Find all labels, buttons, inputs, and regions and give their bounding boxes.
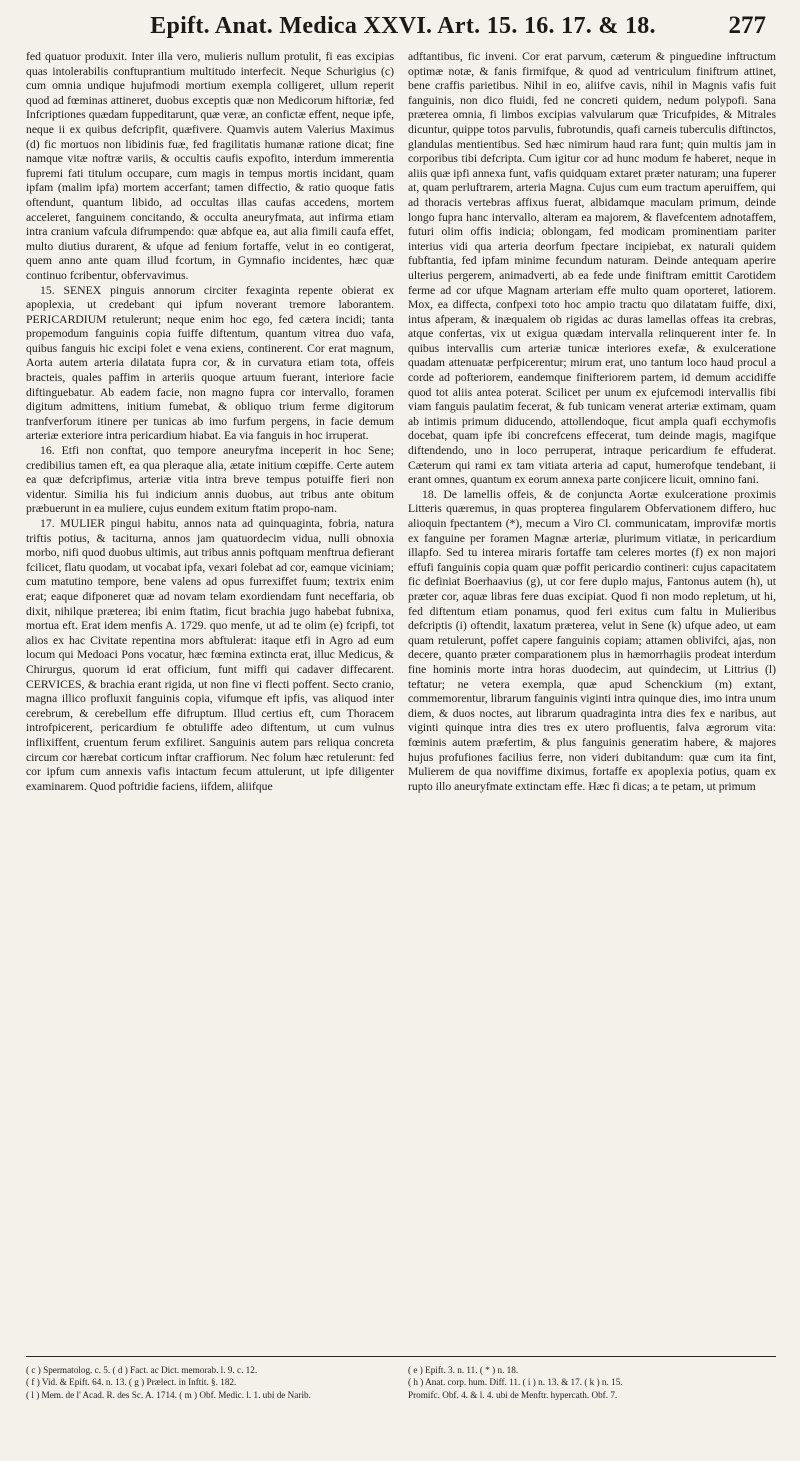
footnote-line: ( e ) Epift. 3. n. 11. ( * ) n. 18. [408,1365,519,1375]
running-header [40,6,766,46]
footnotes-left [26,1364,394,1434]
paragraph: 16. Etfi non conftat, quo tempore aneuryfma inceperit in hoc Sene; credibilius tamen eft, ea qua pleraque alia, ætate initium cœpiffe. Certe autem ea quæ defcripfimus, arteriæ vitia intra breve tempus potuiffe fieri non videntur. Similia his fui indicium annis duobus, aut tribus ante obitum præbuerunt in ea muliere, cujus eundem exitum ftatim propo-nam. [26,444,394,516]
paragraph: adftantibus, fic inveni. Cor erat parvum, cæterum & pinguedine inftructum optimæ notæ, & fanis firmifque, & quod ad ventriculum finiftrum attinet, bene craffis parietibus. Nihil in eo, aliifve cavis, nihil in Magnis vafis fuit fanguinis, non dico fluidi, fed ne concreti quidem, nedum polypofi. Sana præterea omnia, fi limbos excipias valvularum quæ Tricufpides, & Mitrales dicuntur, quippe totos parvulis, fubrotundis, quafi carneis tuberculis diftinctos, glandulas mentientibus. Sed hæc nimirum haud rara funt; quin multis jam in corporibus tibi defcripta. Cum igitur cor ad hunc modum fe haberet, neque in aliis quæ ipfi annexa funt, vafis quidquam extaret præter naturam; una fuperer at, quam perluftrarem, arteria Magna. Cujus cum eum tractum aperuiffem, qui ad thoracis vertebras affixus fuerat, albidamque maculam primum, deinde longo fupra hanc intervallo, alteram ea majorem, & flavefcentem adnotaffem, futuri olim offis indicia; oblongam, fed modicam prominentiam pariter interius vidi qua arteria deorfum fpectare incipiebat, ex naturali quidem fubftantia, fed ipfam minime fecundum naturam. Deinde antequam aperire ulterius pergerem, animadverti, ab ea fede unde finiftram emittit Carotidem ferme ad cor ufque Magnam arteriam effe multo quam oporteret, latiorem. Mox, ea diffecta, confpexi toto hoc ampio tractu quo dilatatam fuiffe, dixi, intus afperam, & inæqualem ob rigidas ac duras lamellas offeas ita crebras, atque confertas, vix ut exigua quædam intervalla relinquerent inter fe. In quibus intervallis cum arteriæ tunicæ interiores exefæ, & exulceratione quadam attenuatæ perfpicerentur; mirum erat, uno tantum loco haud procul a corde ad pofteriorem, eandemque finifteriorem partem, id demum accidiffe quod tot aliis antea poterat. Scilicet per unum ex ejufcemodi intervallis fibi viam fanguis paulatim fecerat, & fub tunicam venerat arteriæ extimam, quam ab intimis primum diducendo, attollendoque, ficut ampla quafi ecchymofis docebat, quam ipfe ibi concrefcens effecerat, tum deinde magis, magifque diftendendo, uno in loco perruperat, intraque pericardium fe effuderat. Cæterum qui rami ex tam vitiata arteria ad caput, humerofque tendebant, ii erant omnes, quantum ex eorum annexa parte conjicere licuit, omnino fani. [408,50,776,487]
paragraph: 18. De lamellis offeis, & de conjuncta Aortæ exulceratione proximis Litteris quæremus, in quas propterea fingularem Obfervationem differo, huc alioquin fpectantem (*), mecum a Viro Cl. communicatam, improvifæ mortis ex fanguine per foramen Magnæ arteriæ, plurimum vitiatæ, in pericardium illapfo. Sed tu interea miraris fortaffe tam celeres mortes (f) ex non majori effufi fanguinis copia quam quæ poffit pericardio contineri: cujus capacitatem fic definiat Boerhaavius (g), ut cor fere duplo majus, Fantonus autem (h), ut præter cor, aquæ libras fere duas excipiat. Quod fi non modo repletum, ut hi, fed diftentum etiam ponamus, quod feri exitus cum faltu in Mulieribus defcriptis (i) oftendit, laxatum præterea, velut in Sene (k) ufque adeo, ut eam quam retulerunt, poffet capere fanguinis copiam; attamen oblivifci, ajas, non decere, quanto præter comparationem plus in hæmorrhagiis prodeat interdum fine hominis morte intra horas duodecim, aut quindecim, ut Littrius (l) teftatur; ne vetera exempla, quæ apud Schenckium (m) extant, commemorentur, librarum fanguinis viginti intra quinque dies, imo intra unum diem, & duos noctes, aut librarum quadraginta intra dies fex e naribus, aut viginti quinque intra dies tres ex utero profluentis, falva ægrorum vita: fœminis autem præfertim, & plus fanguinis generatim habere, & majores hujus profufiones facilius ferre, non videri dubitandum: quæ cum ita fint, Mulierem de qua noviffime diximus, fortaffe ex apoplexia potius, quam ex rupto illo aneuryfmate extinctam effe. Hæc fi dicas; a te petam, ut primum [408,487,776,793]
footnote-line: ( c ) Spermatolog. c. 5. ( d ) Fact. ac Dict. memorab. l. 9. c. 12. [26,1365,258,1375]
footnote-line: Promifc. Obf. 4. & l. 4. ubi de Menftr. hypercath. Obf. 7. [408,1389,618,1400]
footnotes [26,1364,776,1434]
left-column [26,50,394,1350]
footnote-line: ( h ) Anat. corp. hum. Diff. 11. ( i ) n. 13. & 17. ( k ) n. 15. [408,1377,623,1388]
text-columns [26,50,776,1350]
right-column [408,50,776,1350]
paragraph: 15. SENEX pinguis annorum circiter fexaginta repente obierat ex apoplexia, ut credebant qui ipfum noverant tremore laborantem. PERICARDIUM retulerunt; neque enim hoc ego, fed cætera incidi; tanta propemodum fanguinis copia fuiffe diftentum, quantum vitrea duo vafa, quibus fanguis hic excipi folet e vena exiens, continerent. Cor erat magnum, Aorta autem arteria dilatata fupra cor, & in curvatura etiam tota, offeis bracteis, quales paffim in arteriis quoque artuum fuerant, interiore facie diftinguebatur. Ab eadem facie, non magno fupra cor intervallo, foramen digitum admittens, initium fumebat, & obliquo trium ferme digitorum tranfverforum itinere per tunicas ab imo furfum pergens, in facie demum arteriæ exteriore intra pericardium hiabat. Ea via fanguis in hoc irruperat. [26,283,394,443]
footnote-line: ( l ) Mem. de l' Acad. R. des Sc. A. 1714. ( m ) Obf. Medic. l. 1. ubi de Narib. [26,1389,311,1400]
page-number: 277 [728,12,766,39]
paragraph: 17. MULIER pingui habitu, annos nata ad quinquaginta, fobria, natura triftis potius, & taciturna, annos jam quatuordecim vidua, nulli obnoxia morbo, nifi quod duobus ultimis, aut tribus annis poftquam menftrua defierant fcilicet, flatu quodam, ut vocabat ipfa, vexari folebat ad cor, eamque viciniam; cum matutino tempore, bene valens ad opus furrexiffet fuum; textrix enim erat; eaque difponeret quæ ad novam telam exordiendam funt neceffaria, ob dixit, nihilque præterea; ibi enim ftatim, ficut brachia jugo habebat fubnixa, mortua eft. Erat idem menfis A. 1729. quo menfe, ut ad te olim (e) fcripfi, tot alios ex hac Civitate repentina mors abftulerat: itaque etfi in Agro ad eum locum qui Medoaci Pons vocatur, hæc fœmina extincta erat, illuc Medicus, & Chirurgus, quorum id erat officium, funt miffi qui cadaver diffecarent. CERVICES, & brachia erant rigida, ut non fine vi flecti poffent. Secto cranio, magna illico profluxit fanguinis copia, vifumque eft ipfis, vas aliquod inter cerebrum, & cerebellum effe difruptum. Illud certius eft, cum Thoracem introfpicerent, pericardium fe obtuliffe adeo diftentum, ut cum vulnus inflixiffent, cruentum ferum exfiliret. Sanguinis autem pars reliqua concreta circum cor hærebat corticum inftar craffiorum. Nec folum hæc retulerunt: fed cor ipfum cum annexis vafis intactum fecum attulerunt, ut ipfe diligenter examinarem. Quod poftridie faciens, iifdem, aliifque [26,517,394,793]
running-title: Epift. Anat. Medica XXVI. Art. 15. 16. 17. & 18. [150,12,656,39]
paragraph: fed quatuor produxit. Inter illa vero, mulieris nullum protulit, fi eas excipias quas intolerabilis conftuprantium multitudo interfecit. Neque Schurigius (c) cum omnia undique hujufmodi mortium exempla colligeret, ullum reperit quod ad fœminas attineret, duobus exceptis quæ non Medicorum hiftoriæ, fed Infcriptiones quædam fuppeditarunt, quæ veræ, an confictæ effent, neque ipfe, neque ii ex quibus defcripfit, quæfivere. Quamvis autem Valerius Maximus (d) fic mortuos non libidinis fuæ, fed fragilitatis humanæ ratione dicat; fine namque vitæ noftræ variis, & occultis caufis expofito, interdum immerentia fupremi fati titulum occupare, cum magis in tempus mortis incidant, quam ipfam (malim ipfa) mortem accerfant; tamen diffectio, & ratio quoque fatis oftendunt, quantum libido, ad occultas illas caufas accedens, mortem acceleret, fanguinem concitando, & occulta aneuryfmata, aut infirma etiam intra cranium vafcula difrumpendo: quæ abfque ea, aut alia fimili caufa effet, multo diutius durarent, & ufque ad fenium fortaffe, velut in eo contigerat, quem anno ante quam illud fcortum, in Gymnafio incidentes, hæc quæ continuo fcribentur, obfervavimus. [26,50,394,282]
footnotes-right [408,1364,776,1434]
footnote-divider [26,1356,776,1357]
footnote-line: ( f ) Vid. & Epift. 64. n. 13. ( g ) Prælect. in Inftit. §. 182. [26,1377,237,1388]
